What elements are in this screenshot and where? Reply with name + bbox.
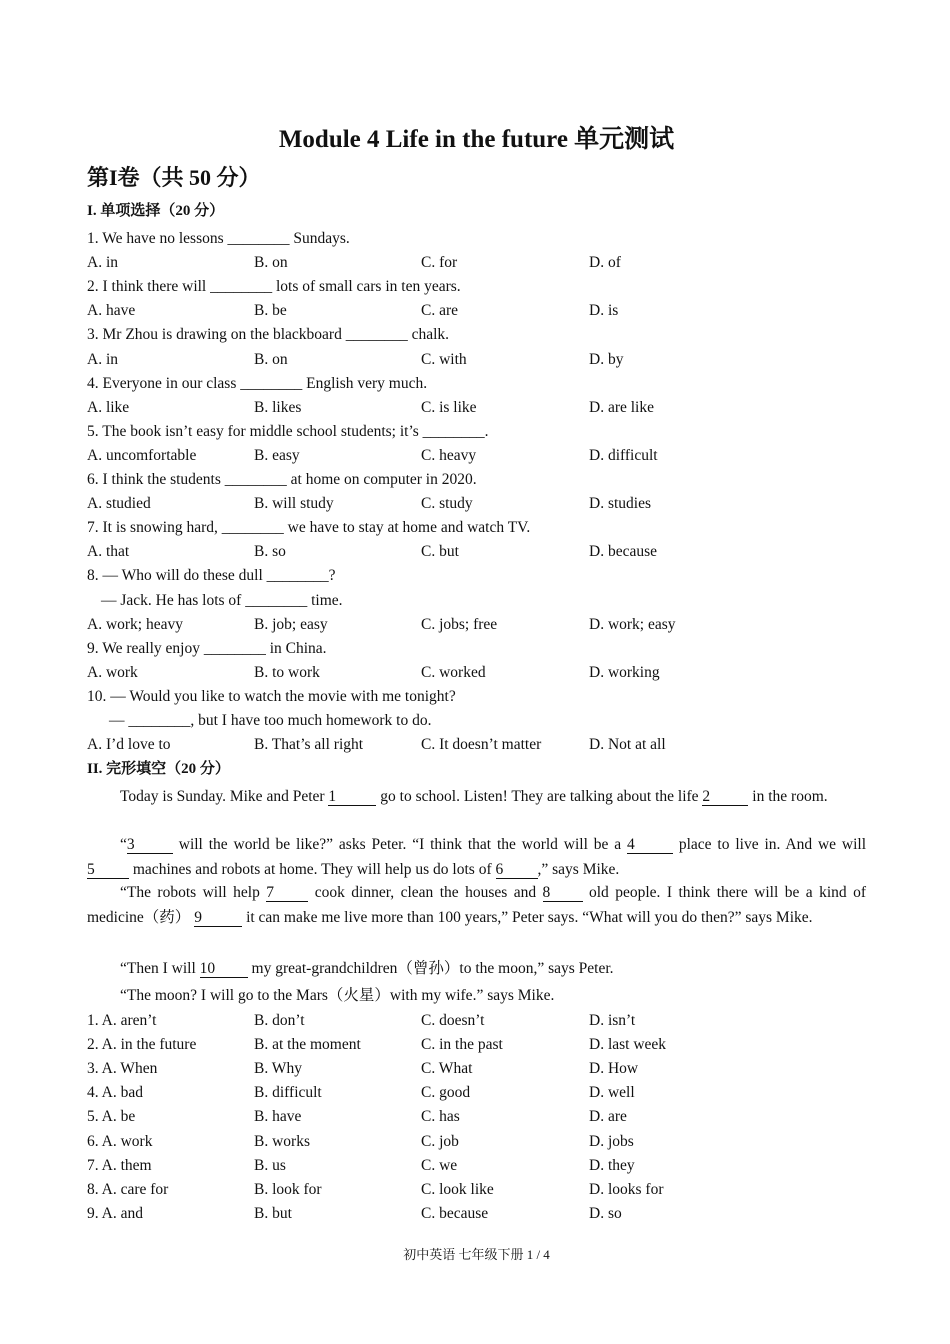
- blank-4[interactable]: 4: [627, 836, 673, 854]
- question-stem: 5. The book isn’t easy for middle school students; it’s ________.: [87, 422, 489, 440]
- option-c[interactable]: C. What: [421, 1060, 473, 1078]
- option-a[interactable]: A. have: [87, 302, 136, 320]
- option-c[interactable]: C. doesn’t: [421, 1012, 485, 1029]
- option-c[interactable]: C. in the past: [421, 1036, 503, 1054]
- option-c[interactable]: C. with: [421, 350, 467, 368]
- option-d[interactable]: D. jobs: [589, 1132, 634, 1150]
- option-b[interactable]: B. at the moment: [254, 1036, 361, 1054]
- passage-text: place to live in. And we will: [673, 836, 866, 853]
- question-stem: 10. — Would you like to watch the movie with me tonight?: [87, 687, 456, 705]
- passage-text: in the room.: [748, 788, 828, 805]
- question-stem: 4. Everyone in our class ________ English very much.: [87, 374, 428, 392]
- option-a[interactable]: 6. A. work: [87, 1132, 153, 1150]
- option-b[interactable]: B. but: [254, 1204, 292, 1222]
- option-b[interactable]: B. don’t: [254, 1012, 305, 1029]
- option-c[interactable]: C. has: [421, 1108, 460, 1126]
- option-b[interactable]: B. on: [254, 254, 288, 272]
- option-a[interactable]: A. uncomfortable: [87, 446, 197, 464]
- page-footer: 初中英语 七年级下册 1 / 4: [403, 1247, 550, 1262]
- option-c[interactable]: C. heavy: [421, 446, 477, 464]
- blank-1[interactable]: 1: [328, 788, 376, 806]
- option-d[interactable]: D. are like: [589, 398, 654, 416]
- passage-paragraph: [87, 785, 866, 810]
- passage-text: Today is Sunday. Mike and Peter: [120, 788, 329, 805]
- option-c[interactable]: C. are: [421, 302, 459, 320]
- option-b[interactable]: B. be: [254, 302, 287, 320]
- option-d[interactable]: D. last week: [589, 1036, 667, 1054]
- option-b[interactable]: B. easy: [254, 446, 300, 464]
- option-b[interactable]: B. difficult: [254, 1084, 322, 1102]
- option-c[interactable]: C. we: [421, 1156, 458, 1174]
- option-b[interactable]: B. have: [254, 1108, 302, 1126]
- option-a[interactable]: 1. A. aren’t: [87, 1012, 157, 1029]
- option-c[interactable]: C. job: [421, 1132, 459, 1150]
- passage-text: it can make me live more than 100 years,” Peter says. “What will you do then?” says Mike.: [242, 908, 813, 926]
- option-a[interactable]: A. I’d love to: [87, 736, 171, 754]
- option-d[interactable]: D. working: [589, 663, 660, 681]
- option-a[interactable]: A. work: [87, 663, 138, 681]
- blank-9[interactable]: 9: [194, 909, 242, 927]
- option-d[interactable]: D. isn’t: [589, 1012, 636, 1029]
- option-d[interactable]: D. so: [589, 1204, 622, 1222]
- option-d[interactable]: D. Not at all: [589, 736, 666, 754]
- question-stem: 1. We have no lessons ________ Sundays.: [87, 230, 350, 247]
- option-a[interactable]: 5. A. be: [87, 1108, 136, 1126]
- part-heading: 第I卷（共 50 分）: [87, 165, 261, 190]
- option-d[interactable]: D. of: [589, 254, 621, 272]
- blank-5[interactable]: 5: [87, 861, 129, 879]
- option-b[interactable]: B. to work: [254, 663, 320, 681]
- blank-3[interactable]: 3: [127, 836, 173, 854]
- option-a[interactable]: 2. A. in the future: [87, 1036, 197, 1054]
- passage-text: cook dinner, clean the houses and: [308, 884, 543, 901]
- blank-10[interactable]: 10: [200, 960, 248, 978]
- option-a[interactable]: 4. A. bad: [87, 1084, 143, 1102]
- passage-text: machines and robots at home. They will help us do lots of: [129, 860, 496, 878]
- passage-text: will the world be like?” asks Peter. “I think that the world will be a: [172, 836, 627, 853]
- question-stem: 8. — Who will do these dull ________?: [87, 567, 336, 585]
- passage-paragraph: [87, 957, 866, 982]
- page-title: Module 4 Life in the future 单元测试: [278, 126, 675, 153]
- option-c[interactable]: C. study: [421, 495, 473, 513]
- option-c[interactable]: C. because: [421, 1204, 489, 1222]
- option-d[interactable]: D. How: [589, 1060, 639, 1078]
- passage-text: “Then I will: [120, 960, 200, 977]
- passage-paragraph: [87, 881, 866, 930]
- option-d[interactable]: D. looks for: [589, 1180, 664, 1198]
- option-c[interactable]: C. good: [421, 1084, 471, 1102]
- passage-paragraph: [87, 984, 866, 1009]
- option-a[interactable]: A. in: [87, 254, 118, 272]
- passage-paragraph: [87, 833, 866, 882]
- passage-text: go to school. Listen! They are talking about the life: [376, 788, 703, 805]
- option-b[interactable]: B. will study: [254, 495, 334, 513]
- option-b[interactable]: B. That’s all right: [254, 736, 364, 754]
- blank-7[interactable]: 7: [266, 884, 308, 902]
- option-a[interactable]: A. that: [87, 543, 130, 561]
- option-a[interactable]: 7. A. them: [87, 1156, 152, 1174]
- option-d[interactable]: D. difficult: [589, 446, 658, 464]
- option-b[interactable]: B. Why: [254, 1060, 302, 1078]
- option-a[interactable]: A. in: [87, 350, 118, 368]
- blank-8[interactable]: 8: [543, 884, 583, 902]
- option-b[interactable]: B. likes: [254, 398, 302, 416]
- question-stem: 9. We really enjoy ________ in China.: [87, 639, 327, 657]
- option-b[interactable]: B. on: [254, 350, 288, 368]
- section2-heading: II. 完形填空（20 分）: [87, 761, 230, 777]
- question-stem: 3. Mr Zhou is drawing on the blackboard ________ chalk.: [87, 326, 450, 344]
- option-c[interactable]: C. look like: [421, 1180, 494, 1198]
- option-b[interactable]: B. look for: [254, 1180, 322, 1198]
- section1-heading: I. 单项选择（20 分）: [87, 203, 225, 219]
- passage-text: “The robots will help: [120, 884, 267, 901]
- option-d[interactable]: D. by: [589, 350, 624, 368]
- option-a[interactable]: 9. A. and: [87, 1204, 143, 1222]
- option-b[interactable]: B. works: [254, 1132, 310, 1150]
- passage-text: my great-grandchildren（曾孙）to the moon,” says Peter.: [247, 960, 614, 977]
- passage-text: ,” says Mike.: [537, 860, 620, 878]
- question-stem: — Jack. He has lots of ________ time.: [101, 591, 343, 609]
- option-d[interactable]: D. are: [589, 1108, 627, 1126]
- option-a[interactable]: A. work; heavy: [87, 615, 183, 633]
- question-stem: — ________, but I have too much homework to do.: [109, 712, 432, 729]
- blank-2[interactable]: 2: [702, 788, 748, 806]
- option-a[interactable]: 3. A. When: [87, 1060, 158, 1078]
- option-c[interactable]: C. It doesn’t matter: [421, 736, 542, 754]
- option-d[interactable]: D. they: [589, 1156, 635, 1174]
- question-stem: 6. I think the students ________ at home on computer in 2020.: [87, 471, 477, 488]
- option-a[interactable]: A. studied: [87, 495, 151, 513]
- passage-text: old people. I think there will be a kind of medicine（药）: [87, 884, 866, 926]
- option-c[interactable]: C. jobs; free: [421, 615, 498, 633]
- question-stem: 7. It is snowing hard, ________ we have to stay at home and watch TV.: [87, 519, 531, 537]
- option-c[interactable]: C. for: [421, 254, 458, 272]
- option-d[interactable]: D. studies: [589, 495, 651, 513]
- option-d[interactable]: D. because: [589, 543, 657, 561]
- option-c[interactable]: C. worked: [421, 663, 486, 681]
- option-b[interactable]: B. us: [254, 1156, 286, 1174]
- option-c[interactable]: C. is like: [421, 398, 477, 416]
- option-b[interactable]: B. so: [254, 543, 286, 561]
- passage-text: “: [120, 836, 127, 853]
- blank-6[interactable]: 6: [496, 861, 538, 879]
- option-b[interactable]: B. job; easy: [254, 615, 328, 633]
- option-d[interactable]: D. well: [589, 1084, 635, 1102]
- option-a[interactable]: A. like: [87, 398, 130, 416]
- option-d[interactable]: D. is: [589, 302, 619, 320]
- question-stem: 2. I think there will ________ lots of small cars in ten years.: [87, 278, 461, 296]
- option-a[interactable]: 8. A. care for: [87, 1180, 169, 1198]
- option-d[interactable]: D. work; easy: [589, 615, 676, 633]
- option-c[interactable]: C. but: [421, 543, 459, 561]
- passage-text: “The moon? I will go to the Mars（火星）with my wife.” says Mike.: [120, 987, 555, 1004]
